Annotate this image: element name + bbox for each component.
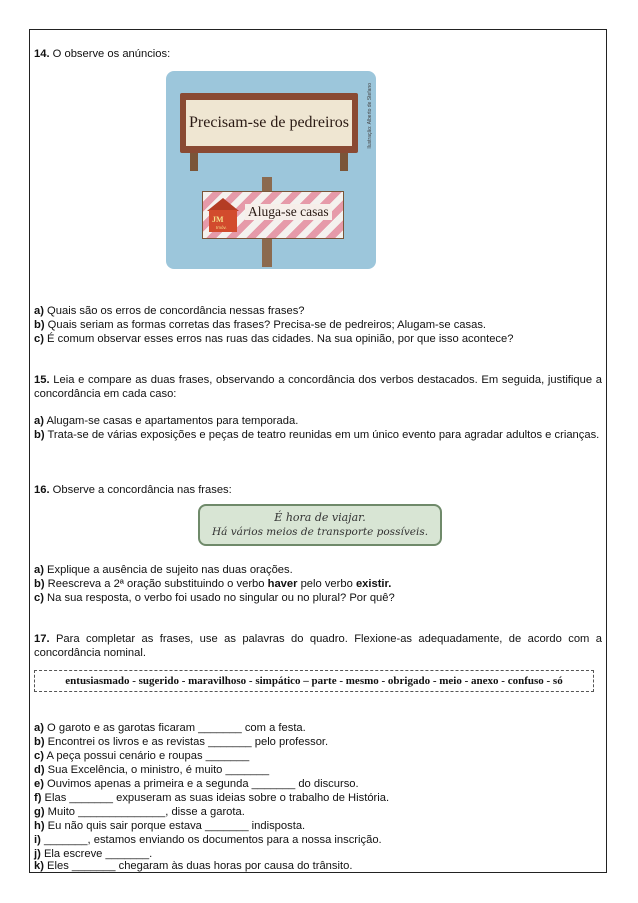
item-label: e) (34, 778, 44, 790)
item-text: Na sua resposta, o verbo foi usado no singular ou no plural? Por quê? (43, 592, 395, 604)
item-text: Eu não quis sair porque estava _______ indisposta. (44, 820, 306, 832)
item-text: Sua Excelência, o ministro, é muito _______ (44, 764, 270, 776)
sign-post (190, 153, 198, 171)
builders-sign (180, 93, 358, 153)
list-item (34, 304, 305, 318)
item-label: j) (34, 848, 41, 860)
sentence-line-1: É hora de viajar. (274, 511, 366, 524)
q16-number: 16. (34, 484, 50, 496)
item-label: i) (34, 834, 41, 846)
item-text: _______, estamos enviando os documentos para a nossa inscrição. (40, 834, 382, 846)
list-item (34, 819, 305, 833)
list-item (34, 414, 298, 428)
item-text: Quais seriam as formas corretas das frases? Precisa-se de pedreiros; Alugam-se casas. (44, 319, 487, 331)
item-text: Encontrei os livros e as revistas _______ pelo professor. (44, 736, 329, 748)
list-item (34, 591, 395, 605)
item-label: b) (34, 736, 45, 748)
item-text: Muito ______________, disse a garota. (44, 806, 245, 818)
item-label: c) (34, 592, 44, 604)
item-text: É comum observar esses erros nas ruas das cidades. Na sua opinião, por que isso acontece? (43, 333, 514, 345)
sign-post (340, 153, 348, 171)
list-item (34, 791, 389, 805)
q16-heading (34, 483, 232, 497)
item-bold-verb: existir. (355, 578, 392, 590)
house-logo-icon (207, 198, 239, 232)
item-text: pelo verbo (297, 578, 356, 590)
item-text: Alugam-se casas e apartamentos para temporada. (43, 415, 299, 427)
sentences-illustration (198, 504, 442, 546)
item-text: Trata-se de várias exposições e peças de teatro reunidas em um único evento para agradar adultos e crianças. (44, 429, 600, 441)
list-item (34, 428, 602, 442)
item-text: Explique a ausência de sujeito nas duas orações. (43, 564, 293, 576)
item-label: c) (34, 750, 44, 762)
q17-number: 17. (34, 633, 50, 645)
rental-sign-text: Aluga-se casas (245, 204, 332, 220)
item-label: a) (34, 564, 44, 576)
q15-text: Leia e compare as duas frases, observando a concordância dos verbos destacados. Em seguida, justifique a concordância em cada caso: (34, 374, 602, 400)
item-text: Quais são os erros de concordância nessas frases? (43, 305, 305, 317)
list-item (34, 805, 245, 819)
item-label: b) (34, 319, 45, 331)
word-bank-box: entusiasmado - sugerido - maravilhoso - simpático – parte - mesmo - obrigado - meio - anexo - confuso - só (34, 670, 594, 692)
list-item (34, 332, 513, 346)
illustration-credit: Ilustração: Alberto de Stefano (367, 83, 373, 149)
rental-sign (202, 191, 344, 239)
item-text: Elas _______ expuseram as suas ideias sobre o trabalho de História. (41, 792, 390, 804)
item-label: g) (34, 806, 45, 818)
item-label: a) (34, 415, 44, 427)
item-text: A peça possui cenário e roupas _______ (43, 750, 250, 762)
item-label: a) (34, 722, 44, 734)
q15-heading (34, 373, 602, 401)
item-text: O garoto e as garotas ficaram _______ com a festa. (43, 722, 306, 734)
q17-heading (34, 632, 602, 660)
q17-text: Para completar as frases, use as palavras do quadro. Flexione-as adequadamente, de acordo com a concordância nominal. (34, 633, 602, 659)
item-label: d) (34, 764, 45, 776)
item-text: Ouvimos apenas a primeira e a segunda _______ do discurso. (43, 778, 359, 790)
item-bold-verb: haver (267, 578, 298, 590)
list-item (34, 833, 382, 847)
list-item (34, 749, 249, 763)
list-item (34, 721, 306, 735)
q14-heading (34, 47, 170, 61)
item-label: b) (34, 429, 45, 441)
q15-number: 15. (34, 374, 50, 386)
q14-number: 14. (34, 48, 50, 60)
item-label: h) (34, 820, 45, 832)
sentence-line-2: Há vários meios de transporte possíveis. (211, 526, 429, 538)
list-item (34, 563, 293, 577)
item-label: c) (34, 333, 44, 345)
house-logo-subtext: Imóv. (216, 225, 227, 230)
list-item (34, 318, 486, 332)
item-text: Eles _______ chegaram às duas horas por causa do trânsito. (43, 860, 353, 872)
list-item (34, 735, 328, 749)
builders-sign-text: Precisam-se de pedreiros (186, 100, 352, 146)
q16-text: Observe a concordância nas frases: (49, 484, 232, 496)
item-text: Reescreva a 2ª oração substituindo o verbo (44, 578, 268, 590)
item-label: b) (34, 578, 45, 590)
house-logo-text: JM (212, 215, 224, 224)
list-item (34, 577, 391, 591)
list-item (34, 763, 269, 777)
item-label: k) (34, 860, 44, 872)
list-item (34, 859, 352, 873)
item-label: f) (34, 792, 42, 804)
ads-illustration (166, 71, 376, 269)
list-item (34, 777, 359, 791)
q14-text: O observe os anúncios: (52, 48, 171, 60)
item-text: Ela escreve _______. (40, 848, 153, 860)
item-label: a) (34, 305, 44, 317)
